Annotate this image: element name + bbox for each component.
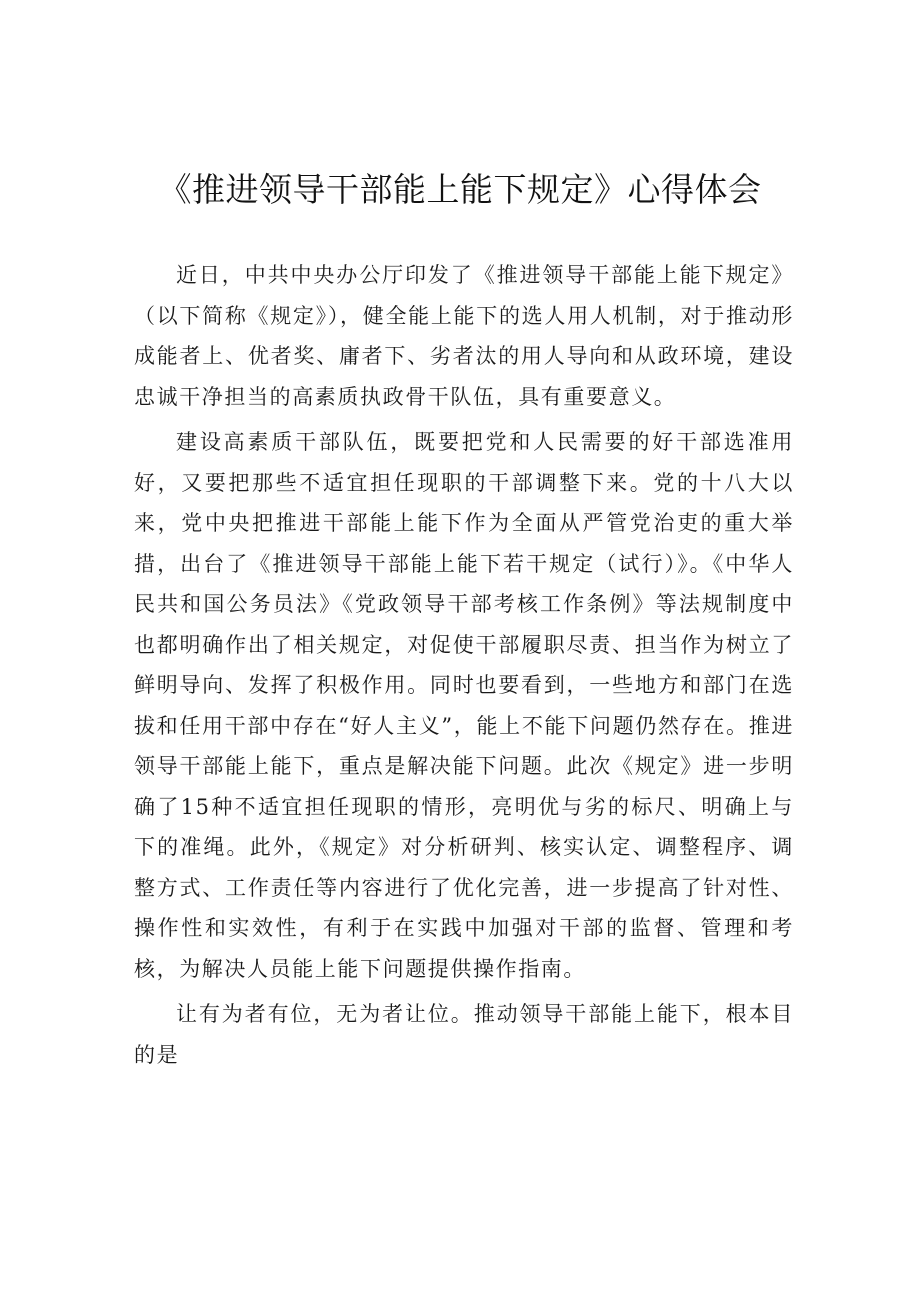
document-body	[134, 255, 794, 1080]
paragraph-3: 让有为者有位，无为者让位。推动领导干部能上能下，根本目的是	[134, 1002, 794, 1067]
paragraph-1: 近日，中共中央办公厅印发了《推进领导干部能上能下规定》（以下简称《规定》），健全能上能下的选人用人机制，对于推动形成能者上、优者奖、庸者下、劣者汰的用人导向和从政环境，建设忠诚干净担当的高素质执政骨干队伍，具有重要意义。	[134, 263, 794, 409]
paragraph-2: 建设高素质干部队伍，既要把党和人民需要的好干部选准用好，又要把那些不适宜担任现职的干部调整下来。党的十八大以来，党中央把推进干部能上能下作为全面从严管党治吏的重大举措，出台了《推进领导干部能上能下若干规定（试行）》。《中华人民共和国公务员法》《党政领导干部考核工作条例》等法规制度中也都明确作出了相关规定，对促使干部履职尽责、担当作为树立了鲜明导向、发挥了积极作用。同时也要看到，一些地方和部门在选拔和任用干部中存在“好人主义”，能上不能下问题仍然存在。推进领导干部能上能下，重点是解决能下问题。此次《规定》进一步明确了15种不适宜担任现职的情形，亮明优与劣的标尺、明确上与下的准绳。此外，《规定》对分析研判、核实认定、调整程序、调整方式、工作责任等内容进行了优化完善，进一步提高了针对性、操作性和实效性，有利于在实践中加强对干部的监督、管理和考核，为解决人员能上能下问题提供操作指南。	[134, 430, 794, 981]
document-title: 《推进领导干部能上能下规定》心得体会	[158, 170, 762, 209]
